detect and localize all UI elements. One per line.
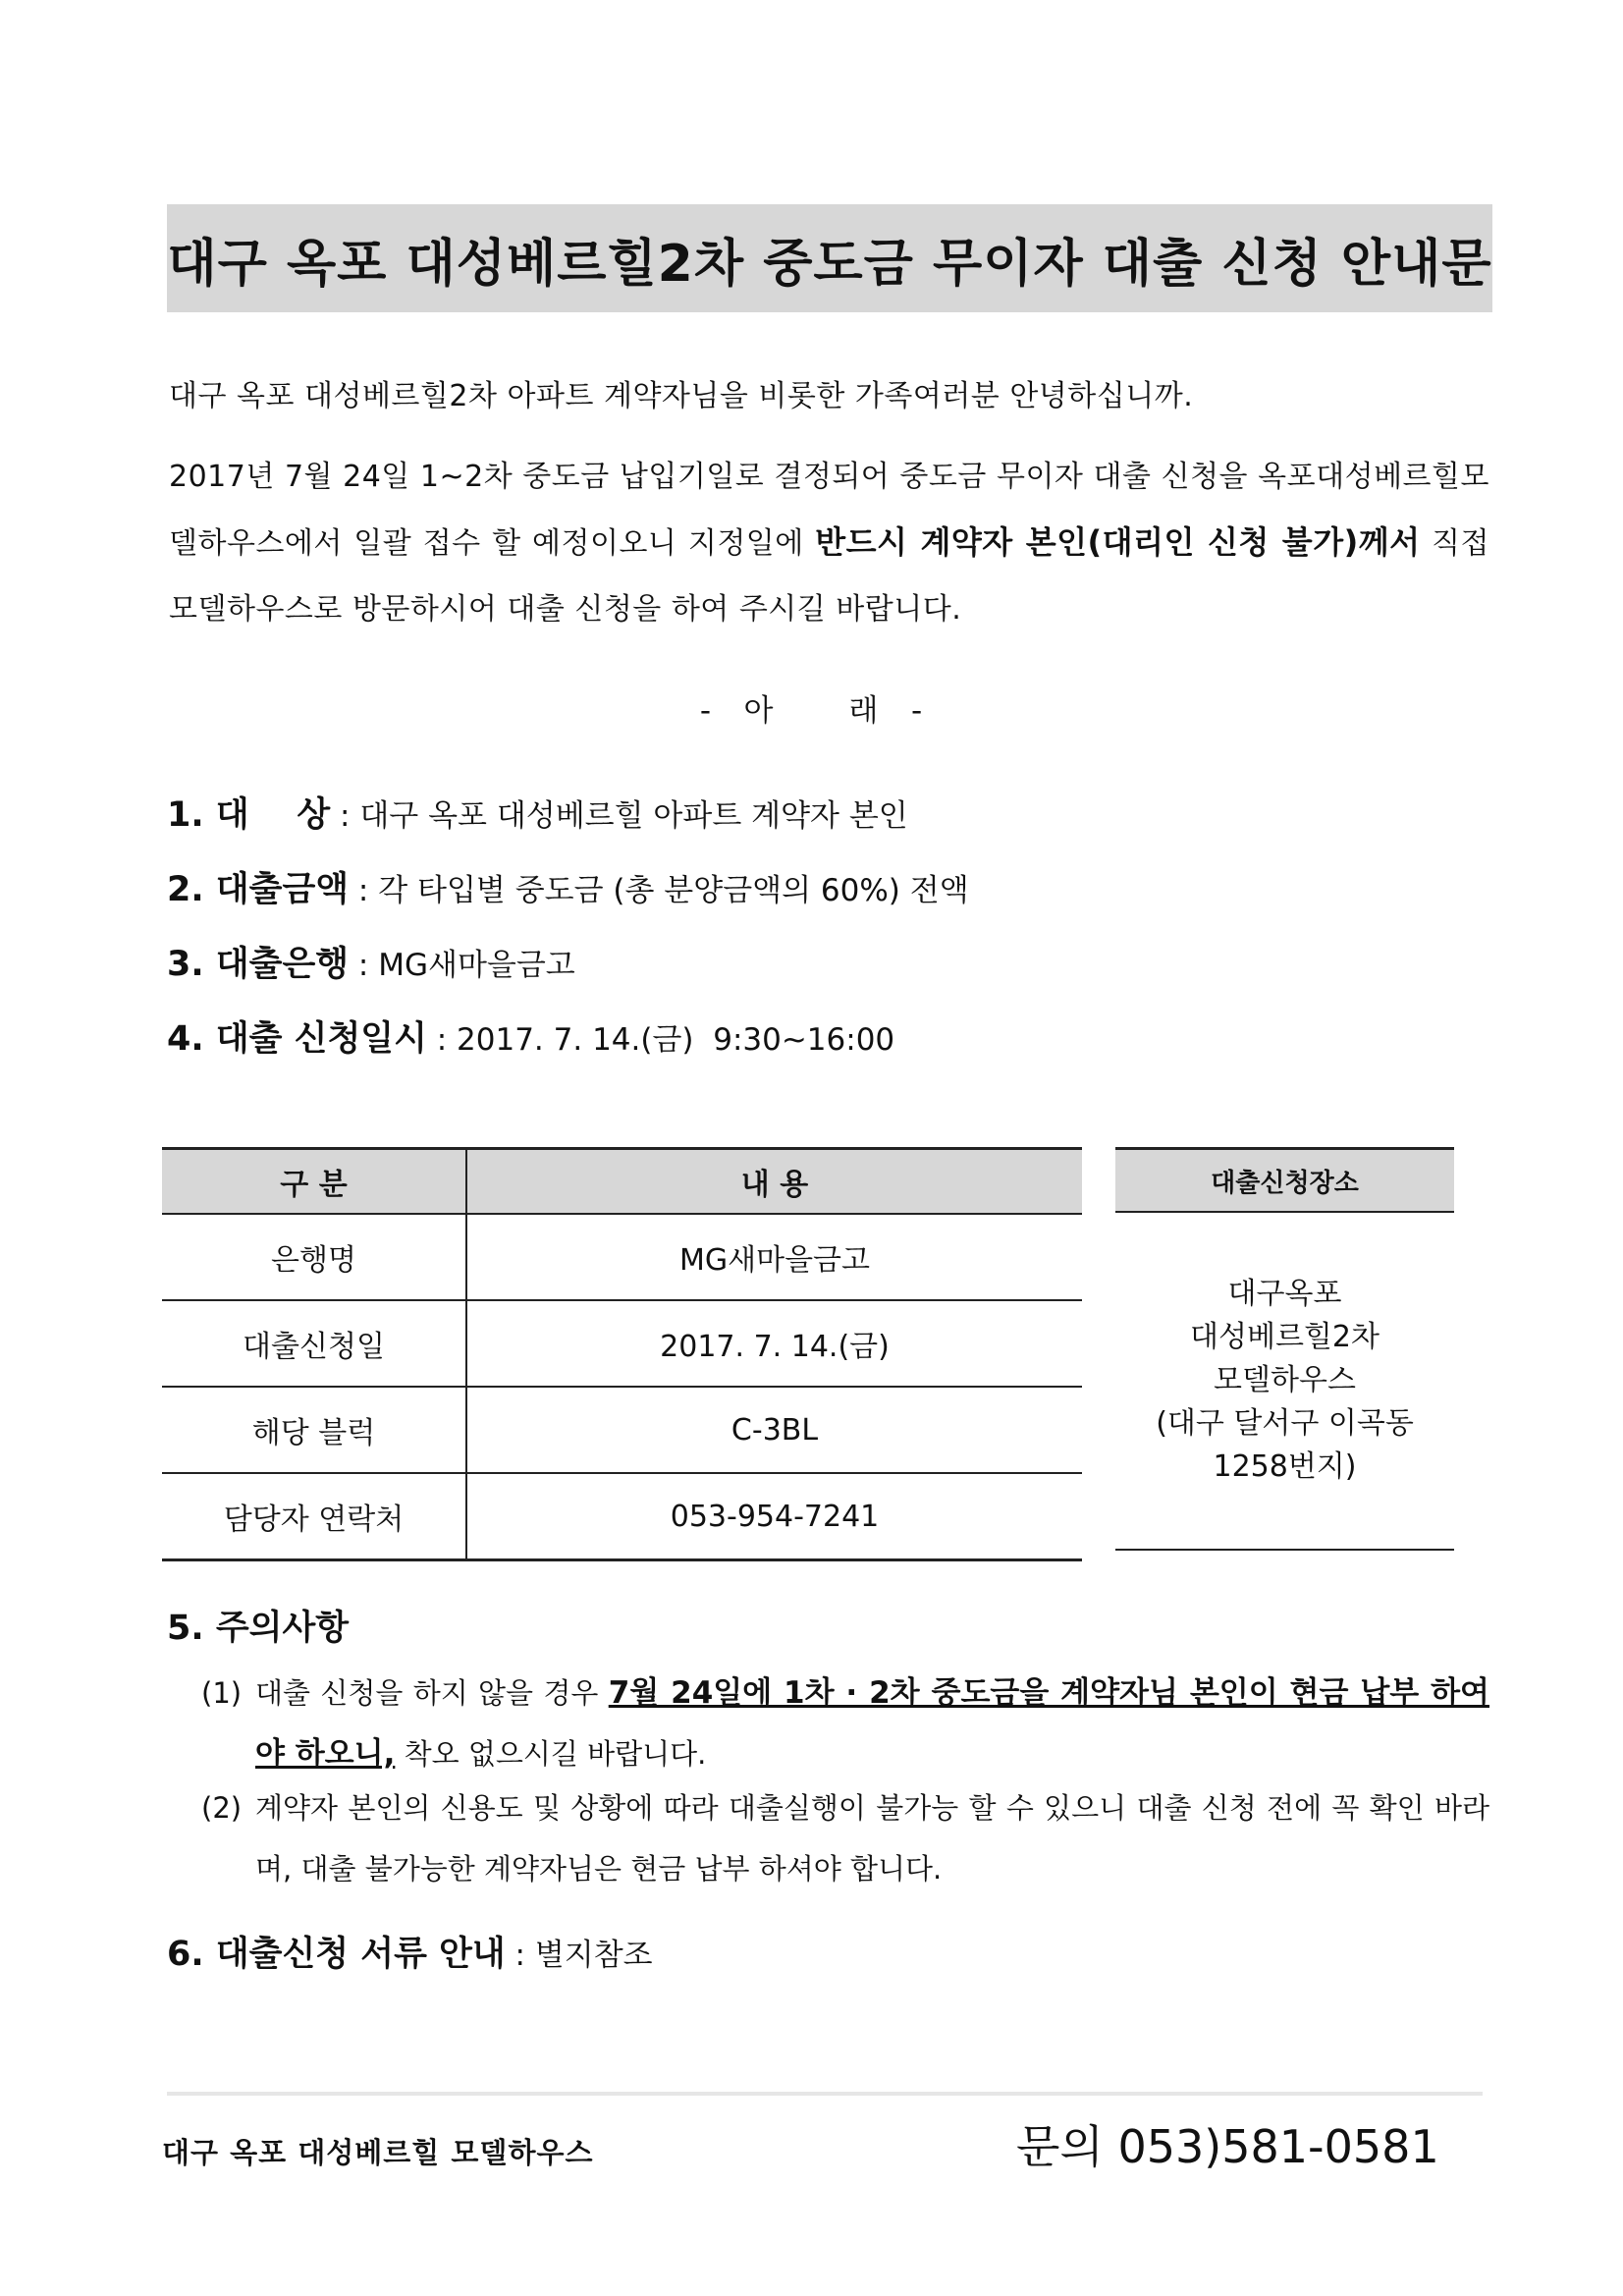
item-loan-bank — [167, 937, 575, 986]
place-body — [1115, 1213, 1454, 1551]
note-number: (1) — [201, 1676, 243, 1710]
note-text-pre: 대출 신청을 하지 않을 경우 — [255, 1676, 609, 1710]
table-header-row — [162, 1149, 1082, 1215]
footer-organization: 대구 옥포 대성베르힐 모델하우스 — [162, 2136, 594, 2169]
item-application-date — [167, 1011, 894, 1061]
table-row — [162, 1387, 1082, 1473]
item-target — [167, 788, 908, 837]
loan-info-table — [162, 1147, 1082, 1561]
item-heading: 3. 대출은행 — [167, 945, 350, 984]
note-text — [255, 1777, 1489, 1899]
table-cell-label: 담당자 연락처 — [162, 1473, 466, 1560]
intro-text-2: 직접 모델하우스로 방문하시어 대출 신청을 하여 주시길 바랍니다. — [169, 526, 1489, 627]
table-cell-value: MG새마을금고 — [466, 1214, 1082, 1300]
documents-item — [167, 1927, 653, 1976]
table-header-category: 구 분 — [162, 1149, 466, 1215]
place-line: 1258번지) — [1213, 1449, 1357, 1484]
place-line: 모델하우스 — [1214, 1363, 1356, 1397]
footer-contact: 문의 053)581-0581 — [1016, 2120, 1439, 2173]
item-heading: 4. 대출 신청일시 — [167, 1019, 427, 1059]
item-loan-amount — [167, 862, 969, 911]
table-row — [162, 1473, 1082, 1560]
table-cell-label: 해당 블럭 — [162, 1387, 466, 1473]
table-header-content: 내 용 — [466, 1149, 1082, 1215]
table-cell-value: C-3BL — [466, 1387, 1082, 1473]
item-heading: 1. 대 상 — [167, 795, 331, 835]
place-line: 대구옥포 — [1227, 1277, 1342, 1311]
section-marker: - 아 래 - — [699, 693, 924, 729]
item-value: : 별지참조 — [505, 1938, 653, 1973]
item-heading: 5. 주의사항 — [167, 1609, 350, 1648]
item-value: : 대구 옥포 대성베르힐 아파트 계약자 본인 — [330, 798, 908, 834]
intro-bold-text: 반드시 계약자 본인(대리인 신청 불가)께서 — [815, 523, 1421, 561]
table-cell-label: 은행명 — [162, 1214, 466, 1300]
table-row — [162, 1300, 1082, 1387]
title-banner — [167, 204, 1492, 312]
item-value: : 2017. 7. 14.(금) 9:30~16:00 — [426, 1022, 895, 1058]
document-title: 대구 옥포 대성베르힐2차 중도금 무이자 대출 신청 안내문 — [167, 234, 1492, 294]
item-heading: 2. 대출금액 — [167, 870, 350, 909]
item-value: : 각 타입별 중도금 (총 분양금액의 60%) 전액 — [349, 873, 969, 908]
application-place-box — [1115, 1147, 1454, 1550]
caution-heading — [167, 1601, 349, 1650]
item-value: : MG새마을금고 — [349, 948, 575, 983]
footer-divider — [167, 2092, 1483, 2096]
intro-paragraph — [169, 444, 1489, 642]
note-text-underlined: 7월 24일에 1차 · 2차 중도금을 계약자님 본인이 현금 납부 하여야 하오니, — [255, 1675, 1489, 1772]
caution-note-1 — [201, 1663, 1489, 1784]
item-heading: 6. 대출신청 서류 안내 — [167, 1935, 506, 1974]
note-number: (2) — [201, 1791, 243, 1825]
table-row — [162, 1214, 1082, 1300]
place-line: (대구 달서구 이곡동 — [1156, 1406, 1414, 1441]
note-text-post: 착오 없으시길 바랍니다. — [395, 1737, 707, 1771]
note-text — [255, 1663, 1489, 1784]
note-text-pre: 계약자 본인의 신용도 및 상황에 따라 대출실행이 불가능 할 수 있으니 대출 신청 전에 꼭 확인 바라며, 대출 불가능한 계약자님은 현금 납부 하셔야 합니다. — [255, 1791, 1489, 1886]
table-cell-value: 2017. 7. 14.(금) — [466, 1300, 1082, 1387]
greeting-paragraph: 대구 옥포 대성베르힐2차 아파트 계약자님을 비롯한 가족여러분 안녕하십니까. — [169, 379, 1194, 413]
table-cell-label: 대출신청일 — [162, 1300, 466, 1387]
caution-note-2 — [201, 1777, 1489, 1899]
table-cell-value: 053-954-7241 — [466, 1473, 1082, 1560]
place-line: 대성베르힐2차 — [1190, 1320, 1380, 1354]
intro-text-1: 2017년 7월 24일 1~2차 중도금 납입기일로 결정되어 중도금 무이자 대출 신청을 옥포대성베르힐모델하우스에서 일괄 접수 할 예정이오니 지정일에 — [169, 460, 1489, 561]
place-header: 대출신청장소 — [1115, 1147, 1454, 1213]
